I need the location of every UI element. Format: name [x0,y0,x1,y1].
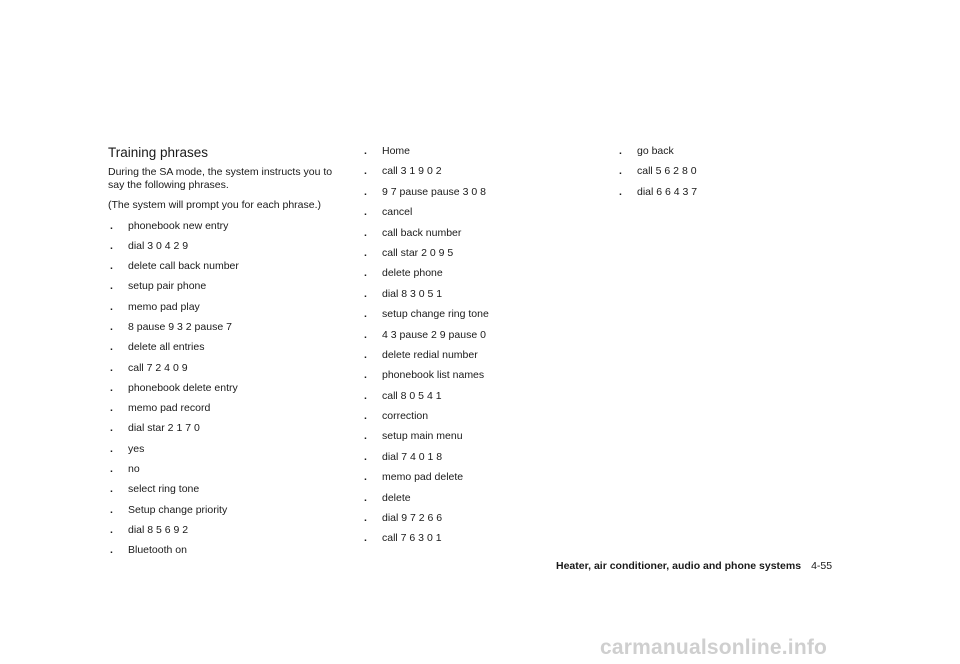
phrase-text: dial 9 7 2 6 6 [382,512,443,525]
list-item [108,402,348,415]
bullet-mark: . [619,145,622,157]
phrase-text: select ring tone [128,483,200,496]
phrase-list-left [108,220,348,558]
phrase-text: correction [382,410,429,423]
list-item [108,422,348,435]
bullet-mark: . [364,206,367,219]
phrase-text: yes [128,442,145,455]
phrase-text: delete phone [382,267,443,280]
phrase-text: call 7 6 3 0 1 [382,532,442,545]
bullet-mark: . [110,503,113,516]
bullet-mark: . [364,430,367,443]
bullet-mark: . [364,246,367,259]
phrase-text: setup pair phone [128,280,207,293]
phrase-text: cancel [382,206,413,219]
phrase-text: dial 6 6 4 3 7 [637,185,698,198]
column-left [108,144,348,565]
list-item [617,186,837,199]
bullet-mark: . [110,483,113,496]
phrase-text: call 3 1 9 0 2 [382,165,442,178]
bullet-mark: . [364,328,367,341]
column-middle [362,145,582,553]
bullet-mark: . [110,442,113,455]
phrase-text: 4 3 pause 2 9 pause 0 [382,328,486,341]
phrase-text: delete all entries [128,341,205,354]
bullet-mark: . [364,226,367,239]
page-footer [556,560,856,573]
phrase-text: memo pad record [128,402,211,415]
bullet-mark: . [110,463,113,476]
phrase-list-right [617,145,837,199]
phrase-list-middle [362,145,582,545]
list-item [362,512,582,525]
list-item [362,349,582,362]
phrase-text: phonebook list names [382,369,485,382]
bullet-mark: . [364,389,367,402]
phrase-text: memo pad play [128,300,200,313]
phrase-text: dial 8 5 6 9 2 [128,523,189,536]
list-item [362,227,582,240]
list-item [108,280,348,293]
list-item [108,443,348,456]
list-item [108,504,348,517]
bullet-mark: . [364,410,367,423]
list-item [108,463,348,476]
phrase-text: dial 8 3 0 5 1 [382,287,443,300]
list-item [362,430,582,443]
phrase-text: call 5 6 2 8 0 [637,165,697,178]
list-item [617,165,837,178]
bullet-mark: . [364,512,367,525]
phrase-text: call 8 0 5 4 1 [382,389,442,402]
phrase-text: setup main menu [382,430,463,443]
list-item [362,329,582,342]
bullet-mark: . [110,341,113,354]
list-item [617,145,837,158]
list-item [362,471,582,484]
list-item [362,532,582,545]
phrase-text: delete redial number [382,348,478,361]
list-item [108,362,348,375]
phrase-text: call 7 2 4 0 9 [128,361,188,374]
bullet-mark: . [110,219,113,232]
bullet-mark: . [364,185,367,198]
bullet-mark: . [364,369,367,382]
page-number: 4-55 [811,560,833,572]
list-item [362,186,582,199]
list-item [108,240,348,253]
list-item [362,165,582,178]
list-item [108,524,348,537]
phrase-text: setup change ring tone [382,308,489,321]
phrase-text: phonebook delete entry [128,381,238,394]
list-item [362,288,582,301]
phrase-text: go back [637,145,674,157]
bullet-mark: . [110,320,113,333]
list-item [108,260,348,273]
bullet-mark: . [364,287,367,300]
bullet-mark: . [364,267,367,280]
intro-note: (The system will prompt you for each phrase.) [108,199,321,211]
phrase-text: dial 7 4 0 1 8 [382,450,443,463]
bullet-mark: . [364,145,367,157]
bullet-mark: . [110,361,113,374]
bullet-mark: . [110,381,113,394]
list-item [362,410,582,423]
list-item [108,301,348,314]
phrase-text: call star 2 0 9 5 [382,246,454,259]
list-item [362,247,582,260]
list-item [362,492,582,505]
phrase-text: Setup change priority [128,503,228,516]
phrase-text: phonebook new entry [128,219,229,232]
list-item [362,145,582,158]
list-item [362,308,582,321]
bullet-mark: . [364,165,367,178]
phrase-text: 9 7 pause pause 3 0 8 [382,185,486,198]
phrase-text: call back number [382,226,462,239]
phrase-text: Bluetooth on [128,544,187,557]
phrase-text: no [128,463,140,476]
section-heading: Training phrases [108,145,209,160]
phrase-text: dial star 2 1 7 0 [128,422,200,435]
phrase-text: delete [382,491,411,504]
bullet-mark: . [110,544,113,557]
list-item [362,267,582,280]
list-item [108,341,348,354]
list-item [108,220,348,233]
list-item [362,390,582,403]
bullet-mark: . [110,260,113,273]
bullet-mark: . [619,165,622,178]
list-item [362,206,582,219]
list-item [108,483,348,496]
bullet-mark: . [110,239,113,252]
phrase-text: 8 pause 9 3 2 pause 7 [128,320,232,333]
bullet-mark: . [110,300,113,313]
column-right [617,145,837,206]
bullet-mark: . [110,523,113,536]
list-item [108,544,348,557]
bullet-mark: . [364,471,367,484]
bullet-mark: . [364,308,367,321]
bullet-mark: . [364,348,367,361]
list-item [362,369,582,382]
list-item [108,321,348,334]
bullet-mark: . [364,532,367,545]
phrase-text: memo pad delete [382,471,464,484]
bullet-mark: . [110,422,113,435]
footer-section-title: Heater, air conditioner, audio and phone systems [556,560,802,572]
bullet-mark: . [110,402,113,415]
bullet-mark: . [364,450,367,463]
list-item [362,451,582,464]
bullet-mark: . [110,280,113,293]
watermark: carmanualsonline.info [600,636,828,659]
bullet-mark: . [619,185,622,198]
bullet-mark: . [364,491,367,504]
phrase-text: dial 3 0 4 2 9 [128,239,189,252]
intro-paragraph: During the SA mode, the system instructs you to say the following phrases. [108,166,333,191]
phrase-text: delete call back number [128,260,239,273]
list-item [108,382,348,395]
phrase-text: Home [382,145,411,157]
